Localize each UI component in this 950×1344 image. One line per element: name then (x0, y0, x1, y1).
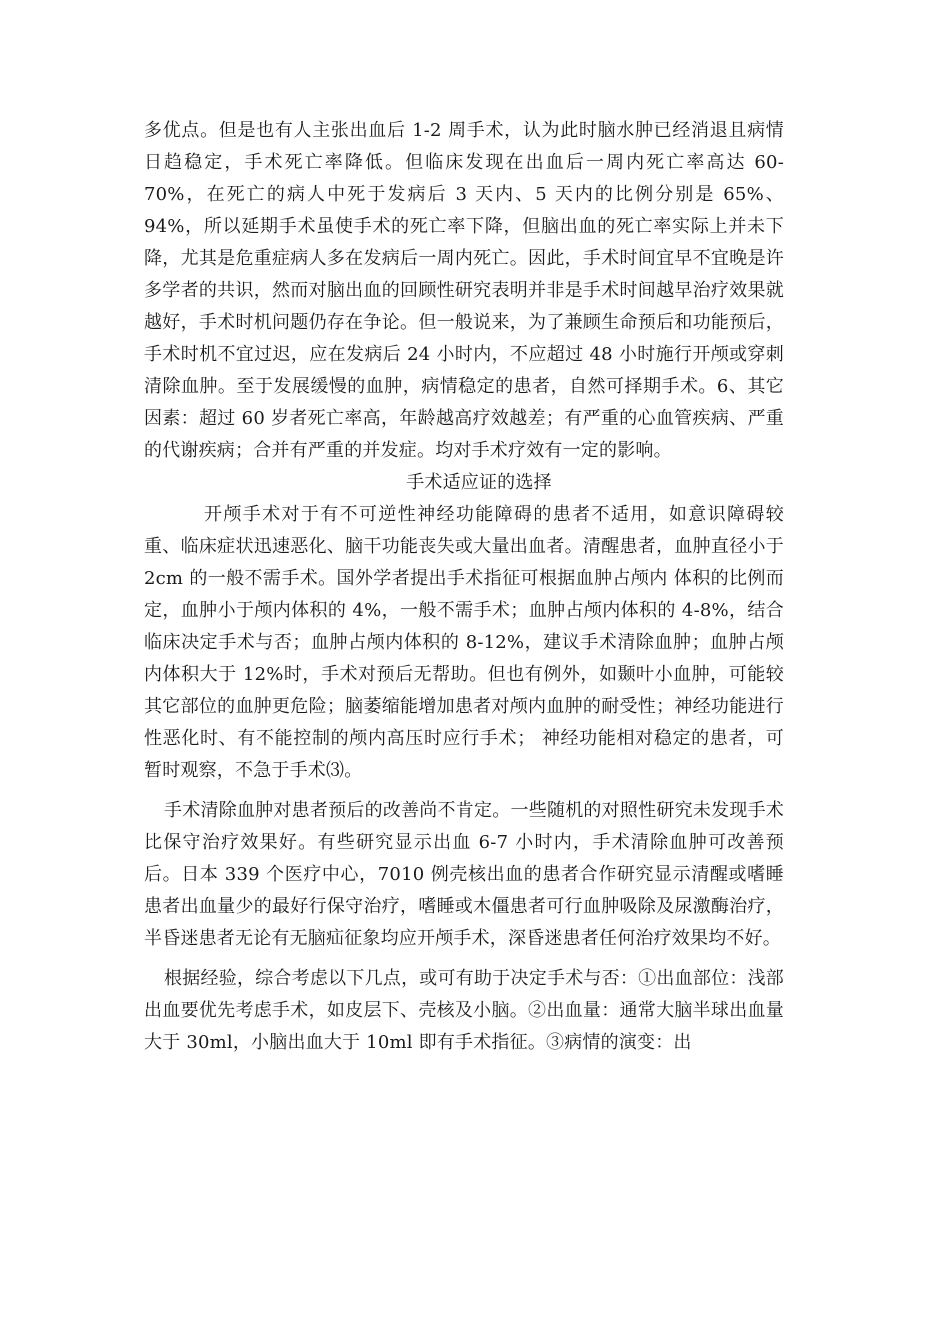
paragraph-experience: 根据经验，综合考虑以下几点，或可有助于决定手术与否：①出血部位：浅部出血要优先考虑手术，如皮层下、壳核及小脑。②出血量：通常大脑半球出血量大于 30ml，小脑出血大于 10ml 即有手术指征。③病情的演变：出 (144, 968, 784, 1053)
paragraph-indications: 开颅手术对于有不可逆性神经功能障碍的患者不适用，如意识障碍较重、临床症状迅速恶化、脑干功能丧失或大量出血者。清醒患者，血肿直径小于 2cm 的一般不需手术。国外学者提出手术指征可根据血肿占颅内 体积的比例而定，血肿小于颅内体积的 4%，一般不需手术；血肿占颅内体积的 4-8%，结合临床决定手术与否；血肿占颅内体积的 8-12%，建议手术清除血肿；血肿占颅内体积大于 12%时，手术对预后无帮助。但也有例外，如颞叶小血肿，可能较其它部位的血肿更危险；脑萎缩能增加患者对颅内血肿的耐受性；神经功能进行性恶化时、有不能控制的颅内高压时应行手术； 神经功能相对稳定的患者，可暂时观察，不急于手术⑶。 (144, 504, 784, 781)
paragraph-continued: 多优点。但是也有人主张出血后 1-2 周手术，认为此时脑水肿已经消退且病情日趋稳定，手术死亡率降低。但临床发现在出血后一周内死亡率高达 60-70%，在死亡的病人中死于发病后 3 天内、5 天内的比例分别是 65%、94%，所以延期手术虽使手术的死亡率下降，但脑出血的死亡率实际上并未下降，尤其是危重症病人多在发病后一周内死亡。因此，手术时间宜早不宜晚是许多学者的共识，然而对脑出血的回顾性研究表明并非是手术时间越早治疗效果就越好，手术时机问题仍存在争论。但一般说来，为了兼顾生命预后和功能预后，手术时机不宜过迟，应在发病后 24 小时内，不应超过 48 小时施行开颅或穿刺清除血肿。至于发展缓慢的血肿，病情稳定的患者，自然可择期手术。6、其它因素：超过 60 岁者死亡率高，年龄越高疗效越差；有严重的心血管疾病、严重的代谢疾病；合并有严重的并发症。均对手术疗效有一定的影响。 (144, 120, 784, 461)
document-body (144, 115, 784, 1059)
paragraph-prognosis: 手术清除血肿对患者预后的改善尚不肯定。一些随机的对照性研究未发现手术比保守治疗效果好。有些研究显示出血 6-7 小时内，手术清除血肿可改善预后。日本 339 个医疗中心，7010 例壳核出血的患者合作研究显示清醒或嗜睡患者出血量少的最好行保守治疗，嗜睡或木僵患者可行血肿吸除及尿激酶治疗，半昏迷患者无论有无脑疝征象均应开颅手术，深昏迷患者任何治疗效果均不好。 (144, 800, 784, 949)
section-heading: 手术适应证的选择 (406, 472, 552, 493)
